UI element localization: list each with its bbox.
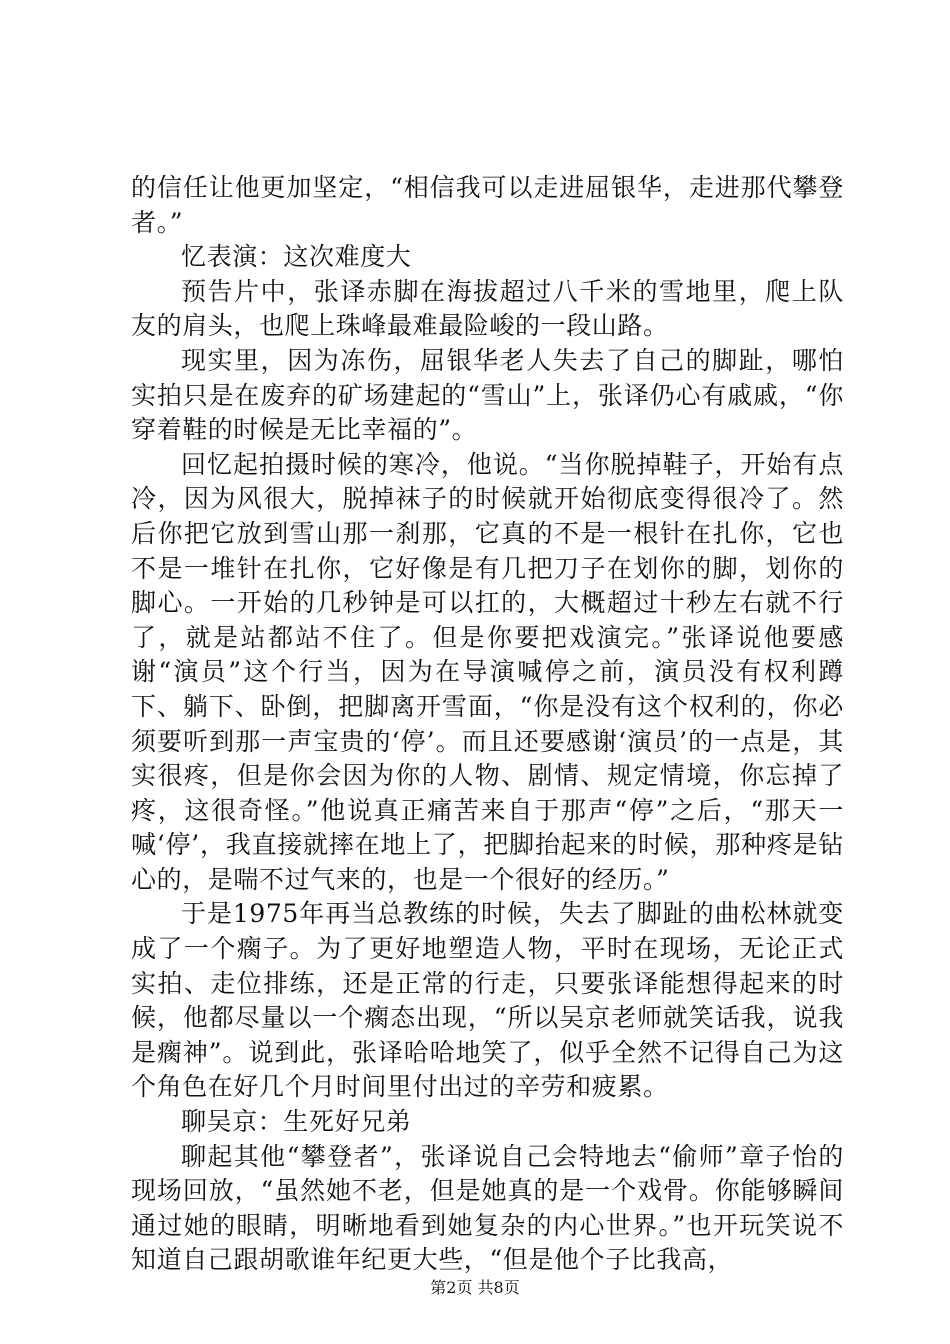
paragraph-limp: 于是1975年再当总教练的时候，失去了脚趾的曲松林就变成了一个瘸子。为了更好地塑造人物，平时在现场，无论正式实拍、走位排练，还是正常的行走，只要张译能想得起来的时候，他都尽量以一个瘸态出现，“所以吴京老师就笑话我，说我是瘸神”。说到此，张译哈哈地笑了，似乎全然不记得自己为这个角色在好几个月时间里付出过的辛劳和疲累。 — [131, 899, 844, 1102]
document-body — [131, 171, 844, 1278]
section-heading-wujing: 聊吴京：生死好兄弟 — [181, 1107, 412, 1137]
paragraph-continuation: 的信任让他更加坚定，“相信我可以走进屈银华，走进那代攀登者。” — [131, 173, 844, 237]
page-footer: 第2页 共8页 — [430, 1278, 520, 1297]
paragraph-other-climbers: 聊起其他“攀登者”，张译说自己会特地去“偷师”章子怡的现场回放，“虽然她不老，但是她真的是一个戏骨。你能够瞬间通过她的眼睛，明晰地看到她复杂的内心世界。”也开玩笑说不知道自己跟胡歌谁年纪更大些，“但是他个子比我高， — [131, 1141, 844, 1275]
paragraph-reality: 现实里，因为冻伤，屈银华老人失去了自己的脚趾，哪怕实拍只是在废弃的矿场建起的“雪山”上，张译仍心有戚戚，“你穿着鞋的时候是无比幸福的”。 — [131, 345, 844, 445]
paragraph-trailer: 预告片中，张译赤脚在海拔超过八千米的雪地里，爬上队友的肩头，也爬上珠峰最难最险峻的一段山路。 — [131, 276, 844, 341]
paragraph-filming-cold: 回忆起拍摄时候的寒冷，他说。“当你脱掉鞋子，开始有点冷，因为风很大，脱掉袜子的时候就开始彻底变得很冷了。然后你把它放到雪山那一刹那，它真的不是一根针在扎你，它也不是一堆针在扎你，它好像是有几把刀子在划你的脚，划你的脚心。一开始的几秒钟是可以扛的，大概超过十秒左右就不行了，就是站都站不住了。但是你要把戏演完。”张译说他要感谢“演员”这个行当，因为在导演喊停之前，演员没有权利蹲下、躺下、卧倒，把脚离开雪面，“你是没有这个权利的，你必须要听到那一声宝贵的‘停’。而且还要感谢‘演员’的一点是，其实很疼，但是你会因为你的人物、剧情、规定情境，你忘掉了疼，这很奇怪。”他说真正痛苦来自于那声“停”之后，“那天一喊‘停’，我直接就摔在地上了，把脚抬起来的时候，那种疼是钻心的，是喘不过气来的，也是一个很好的经历。” — [131, 449, 844, 894]
section-heading-performance: 忆表演：这次难度大 — [181, 242, 412, 272]
